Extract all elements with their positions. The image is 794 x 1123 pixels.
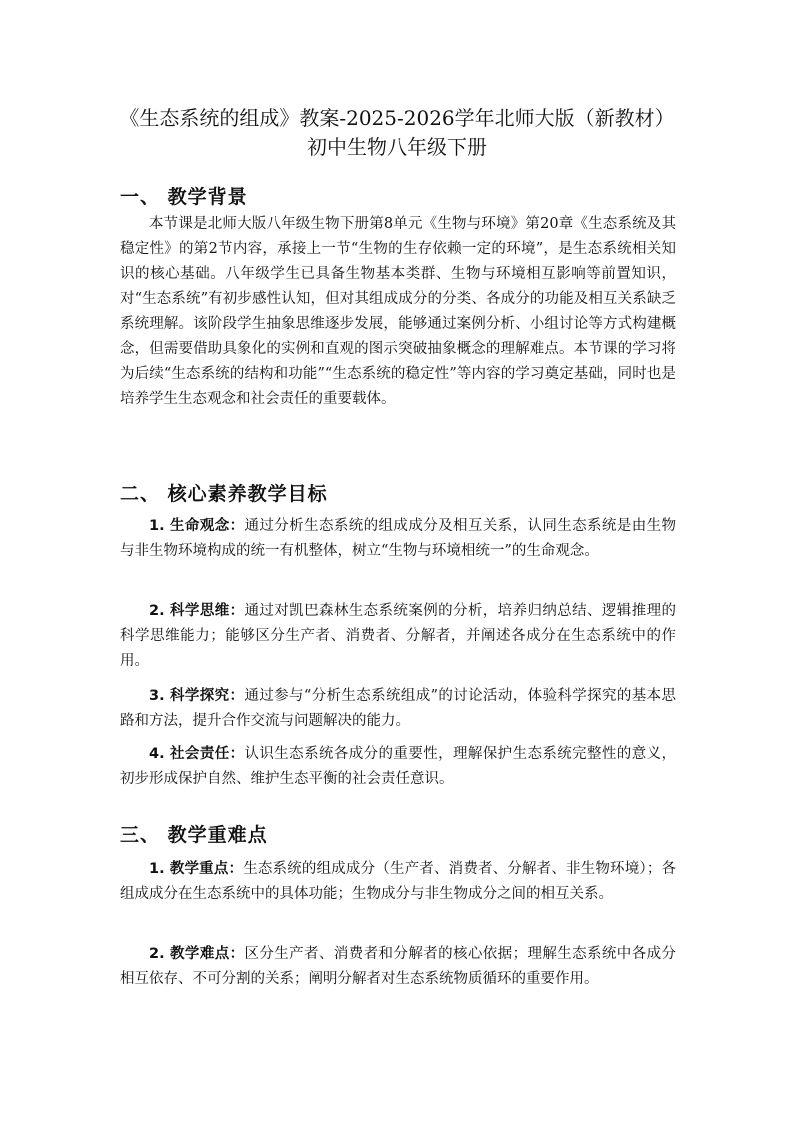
section-heading-background: 一、 教学背景 (120, 186, 248, 208)
goal-item-text: 通过分析生态系统的组成成分及相互关系，认同生态系统是由生物与非生物环境构成的统一有机整体，树立“生物与环境相统一”的生命观念。 (120, 518, 676, 559)
goal-item-label: 1. 生命观念： (149, 518, 245, 534)
background-paragraph: 本节课是北师大版八年级生物下册第8单元《生物与环境》第20章《生态系统及其稳定性》的第2节内容，承接上一节“生物的生存依赖一定的环境”，是生态系统相关知识的核心基础。八年级学生已具备生物基本类群、生物与环境相互影响等前置知识，对“生态系统”有初步感性认知，但对其组成成分的分类、各成分的功能及相互关系缺乏系统理解。该阶段学生抽象思维逐步发展，能够通过案例分析、小组讨论等方式构建概念，但需要借助具象化的实例和直观的图示突破抽象概念的理解难点。本节课的学习将为后续“生态系统的结构和功能”“生态系统的稳定性”等内容的学习奠定基础，同时也是培养学生生态观念和社会责任的重要载体。 (120, 216, 676, 407)
goal-item-scientific-inquiry (120, 684, 676, 734)
key-point-text: 区分生产者、消费者和分解者的核心依据；理解生态系统中各成分相互依存、不可分割的关系；阐明分解者对生态系统物质循环的重要作用。 (120, 946, 676, 987)
key-point-label: 1. 教学重点： (149, 861, 244, 877)
goal-item-text: 通过对凯巴森林生态系统案例的分析，培养归纳总结、逻辑推理的科学思维能力；能够区分生产者、消费者、分解者，并阐述各成分在生态系统中的作用。 (120, 603, 676, 669)
key-point-label: 2. 教学难点： (149, 946, 245, 962)
goal-item-scientific-thinking (120, 599, 676, 674)
key-point-item-difficulty (120, 942, 676, 992)
goal-item-social-responsibility (120, 742, 676, 792)
key-point-item-focus (120, 857, 676, 907)
goal-item-label: 4. 社会责任： (149, 746, 245, 762)
goal-item-label: 3. 科学探究： (149, 688, 245, 704)
goal-item-life-concept (120, 514, 676, 564)
goal-item-label: 2. 科学思维： (149, 603, 245, 619)
document-title: 《生态系统的组成》教案-2025-2026学年北师大版（新教材）初中生物八年级下册 (119, 106, 675, 159)
section-heading-goals: 二、 核心素养教学目标 (120, 483, 328, 505)
key-point-text: 生态系统的组成成分（生产者、消费者、分解者、非生物环境）；各组成成分在生态系统中的具体功能；生物成分与非生物成分之间的相互关系。 (120, 861, 676, 902)
section-heading-key-points: 三、 教学重难点 (120, 824, 268, 846)
goal-item-text: 认识生态系统各成分的重要性，理解保护生态系统完整性的意义，初步形成保护自然、维护生态平衡的社会责任意识。 (120, 746, 676, 787)
goal-item-text: 通过参与“分析生态系统组成”的讨论活动，体验科学探究的基本思路和方法，提升合作交流与问题解决的能力。 (120, 688, 676, 729)
